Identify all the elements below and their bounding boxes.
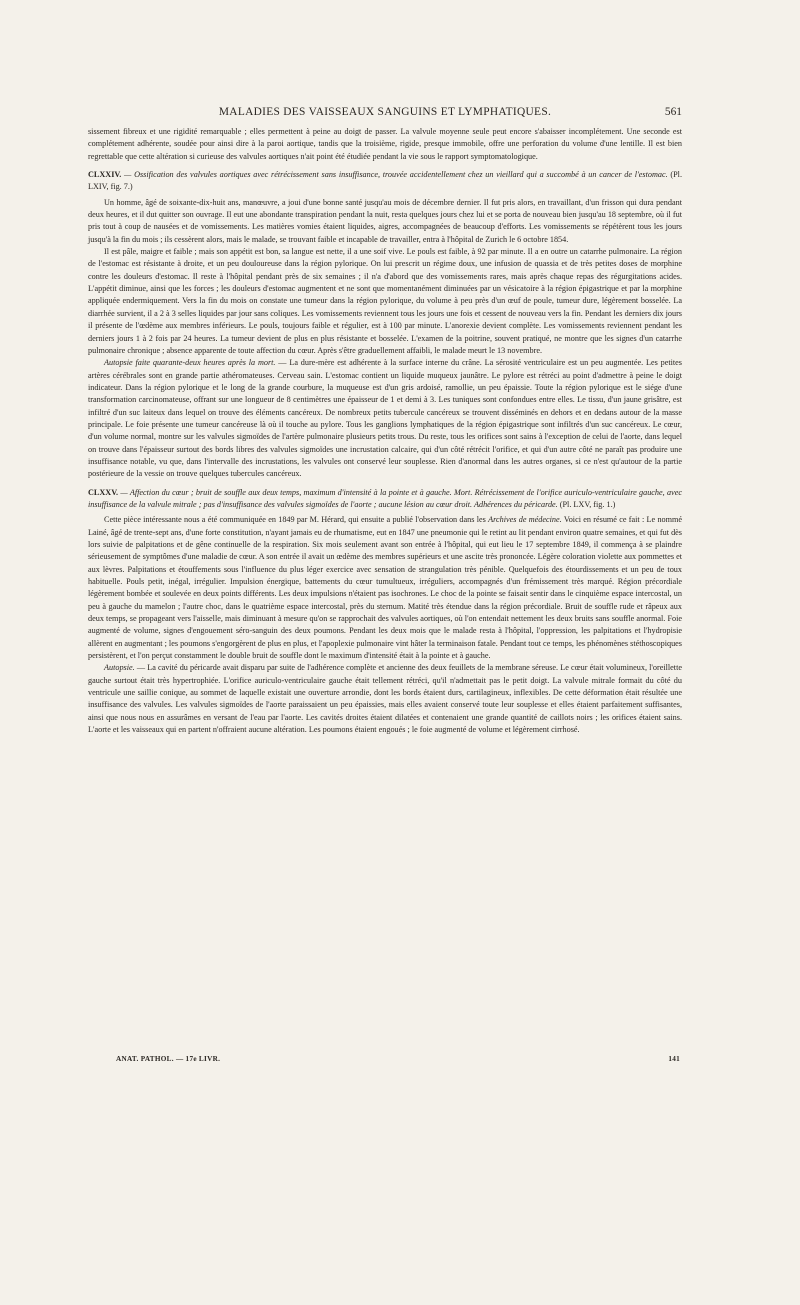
case-375-para1-post: Voici en résumé ce fait : Le nommé Lainé, âgé de trente-sept ans, d'une forte constitution, n'ayant jamais eu de rhumatisme, eut en 1847 une pneumonie qui le retint au lit pendant environ quatre semaines, et qui fut dès lors suivie de palpitations et de gêne continuelle de la respiration. Six mois seulement avant son entrée à l'hôpital, qui eut lieu le 17 septembre 1849, il commença à se plaindre sérieusement de symptômes d'une maladie de cœur. A son entrée il avait un œdème des membres supérieurs et une ascite très prononcée. Légère coloration violette aux pommettes et aux lèvres. Palpitations et étouffements sous l'influence du plus léger exercice avec sensation de strangulation très pénible. Quelquefois des étourdissements et un peu de toux habituelle. Pouls petit, inégal, irrégulier. Impulsion énergique, battements du cœur tumultueux, irréguliers, accompagnés d'un frémissement très marqué. Région précordiale légèrement bombée et soulevée en deux points différents. Les deux impulsions n'étaient pas isochrones. Le choc de la pointe se faisait sentir dans le cinquième espace intercostal, un peu à gauche du mamelon ; l'autre choc, dans le quatrième espace intercostal, près du sternum. Matité très étendue dans la région précordiale. Bruit de souffle rude et râpeux aux deux temps, se propageant vers l'aisselle, mais diminuant à mesure qu'on se rapprochait des valvules aortiques, où l'on entendait nettement les deux bruits sans souffle anormal. Foie augmenté de volume, signes d'engouement séro-sanguin des deux poumons. Pendant les deux mois que le malade resta à l'hôpital, l'oppression, les palpitations et l'hydropisie allèrent en augmentant ; les poumons s'engorgèrent de plus en plus, et l'apoplexie pulmonaire vint hâter la terminaison fatale. Pendant tout ce temps, les phénomènes stéthoscopiques persistèrent, et l'on perçut constamment le double bruit de souffle dont le maximum d'intensité était à la pointe et à gauche. bbox=[88, 515, 683, 661]
case-374-autopsy-text: — La dure-mère est adhérente à la surface interne du crâne. La sérosité ventriculaire est un peu augmentée. Les petites artères cérébrales sont en grande partie athéromateuses. Cerveau sain. L'estomac contient un liquide muqueux jaunâtre. Le pylore est rétréci au point d'admettre à peine le doigt indicateur. Dans la région pylorique et le long de la grande courbure, la muqueuse est d'un gris ardoisé, ramollie, un peu épaissie. Toute la région pylorique est le siége d'une transformation carcinomateuse, offrant sur une longueur de 8 centimètres une épaisseur de 1 et demi à 3. Les tuniques sont confondues entre elles. Le tissu, d'un jaune grisâtre, est infiltré d'un suc laiteux dans lequel on trouve des éléments cancéreux. De nombreux petits tubercule cancéreux se trouvent disséminés en dehors et en dedans autour de la masse principale. Le foie présente une tumeur cancéreuse là où il touche au pylore. Tous les ganglions lymphatiques de la région épigastrique sont infiltrés d'un suc cancéreux. Le cœur, d'un volume normal, montre sur les valvules sigmoïdes de l'artère pulmonaire plusieurs petits trous. Du reste, tous les orifices sont sains à l'exception de celui de l'aorte, dans lequel on trouve dans l'épaisseur surtout des bords libres des valvules sigmoïdes une incrustation calcaire, qui d'un côté rétrécit l'orifice, et qui d'un autre côté ne paraît pas produire une insuffisance notable, vu que, dans l'intervalle des incrustations, les valvules ont conservé leur souplesse. Rien d'anormal dans les autres organes, si ce n'est qu'autour de la partie postérieure de la vessie on trouve quelques tubercules cancéreux. bbox=[88, 358, 682, 479]
case-375-title: — Affection du cœur ; bruit de souffle aux deux temps, maximum d'intensité à la pointe et à gauche. Mort. Rétrécissement de l'orifice auriculo-ventriculaire gauche, avec insuffisance de la valvule mitrale ; pas d'insuffisance des valvules sigmoïdes de l'aorte ; aucune lésion au cœur droit. Adhérences du péricarde. bbox=[88, 487, 682, 509]
case-375-autopsy bbox=[88, 662, 682, 736]
case-375-heading bbox=[88, 487, 682, 512]
case-375-journal-ref: Archives de médecine. bbox=[488, 515, 562, 525]
case-375-autopsy-text: — La cavité du péricarde avait disparu par suite de l'adhérence complète et ancienne des deux feuillets de la membrane séreuse. Le cœur était volumineux, l'oreillette gauche surtout était très hypertrophiée. L'orifice auriculo-ventriculaire gauche était tellement rétréci, qu'il n'admettait pas le petit doigt. La valvule mitrale formait du côté du ventricule une saillie conique, au sommet de laquelle existait une ouverture arrondie, dont les bords étaient durs, cartilagineux, inflexibles. De cette déformation était résultée une insuffisance des valvules. Les valvules sigmoïdes de l'aorte paraissaient un peu épaissies, mais elles avaient conservé toute leur souplesse et elles étaient parfaitement suffisantes, ainsi que nous nous en assurâmes en versant de l'eau par l'aorte. Les cavités droites étaient dilatées et contenaient une grande quantité de caillots noirs ; les orifices étaient sains. L'aorte et les vaisseaux qui en partent n'offraient aucune altération. Les poumons étaient engoués ; le foie augmenté de volume et légèrement cirrhosé. bbox=[88, 663, 682, 735]
case-374-heading bbox=[88, 169, 682, 194]
case-374-title: — Ossification des valvules aortiques avec rétrécissement sans insuffisance, trouvée accidentellement chez un vieillard qui a succombé à un cancer de l'estomac. bbox=[121, 170, 668, 180]
case-374-paragraph-1: Un homme, âgé de soixante-dix-huit ans, manœuvre, a joui d'une bonne santé jusqu'au mois de décembre dernier. Il fut pris alors, en travaillant, d'un frisson qui dura pendant deux heures, et il dut quitter son ouvrage. Il eut une abondante transpiration pendant la nuit, resta quelques jours chez lui et se porta de nouveau bien jusqu'au 18 septembre, où il fut pris tout à coup de nausées et de vomissements. Les matières vomies étaient liquides, aigres, accompagnées de beaucoup d'efforts. Les vomissements se répétèrent tous les jours jusqu'à la fin du mois ; ils cessèrent alors, mais le malade, se trouvant faible et incapable de travailler, entra à l'hôpital de Zurich le 6 octobre 1854. bbox=[88, 197, 682, 244]
case-374-plate-ref: (Pl. LXIV, fig. 7.) bbox=[88, 170, 682, 192]
intro-paragraph: sissement fibreux et une rigidité remarquable ; elles permettent à peine au doigt de passer. La valvule moyenne seule peut encore s'abaisser incomplétement. Une seconde est complétement adhérente, soudée pour ainsi dire à la paroi aortique, tandis que la troisième, rigide, presque immobile, offre une perforation du volume d'une lentille. Il est bien regrettable que cette altération si curieuse des valvules aortiques n'ait point été étudiée pendant la vie sous le rapport symptomatologique. bbox=[88, 127, 682, 161]
page-number: 561 bbox=[664, 106, 682, 118]
case-374-autopsy-label: Autopsie faite quarante-deux heures après la mort. bbox=[104, 358, 276, 368]
case-375-plate-ref: (Pl. LXV, fig. 1.) bbox=[557, 499, 616, 509]
page-footer bbox=[88, 1055, 682, 1067]
printer-signature: ANAT. PATHOL. — 17e LIVR. bbox=[116, 1055, 221, 1063]
case-375-number: CLXXV. bbox=[88, 487, 119, 497]
running-title: MALADIES DES VAISSEAUX SANGUINS ET LYMPHATIQUES. bbox=[218, 106, 552, 118]
case-375-paragraph-1 bbox=[88, 514, 682, 662]
case-375-autopsy-label: Autopsie. bbox=[104, 663, 135, 673]
case-374-paragraph-2: Il est pâle, maigre et faible ; mais son appétit est bon, sa langue est nette, il a une soif vive. Le pouls est faible, à 92 par minute. Il a en outre un catarrhe pulmonaire. La région de l'estomac est résistante à droite, et un peu douloureuse dans la région pylorique. On lui prescrit un régime doux, une infusion de quassia et de très petites doses de morphine contre les douleurs d'estomac. Il reste à l'hôpital pendant près de six semaines ; il n'a d'abord que des vomissements rares, mais après chaque repas des régurgitations acides. L'appétit diminue, ainsi que les forces ; les douleurs d'estomac augmentent et ne sont que momentanément diminuées par un vésicatoire à la région épigastrique et par la morphine appliquée endermiquement. Vers la fin du mois on constate une tumeur dans la région pylorique, du volume à peu près d'un œuf de poule, tumeur dure, légèrement bosselée. La diarrhée survient, il a 2 à 3 selles liquides par jour sans coliques. Les vomissements reviennent tous les jours une fois et cessent de nouveau vers la fin. Pendant les derniers dix jours il présente de l'œdème aux membres inférieurs. Le pouls, toujours faible et régulier, est à 100 par minute. L'anorexie devient complète. Les vomissements reviennent pendant les derniers jours 1 à 2 fois par 24 heures. La tumeur devient de plus en plus résistante et bosselée. L'examen de la poitrine, souvent pratiqué, ne montre que les signes d'un catarrhe pulmonaire chronique ; absence apparente de toute affection du cœur. Après s'être graduellement affaibli, le malade meurt le 13 novembre. bbox=[88, 247, 682, 355]
body-text bbox=[88, 126, 682, 737]
case-374-autopsy bbox=[88, 357, 682, 480]
case-375-para1-pre: Cette pièce intéressante nous a été communiquée en 1849 par M. Hérard, qui ensuite a publié l'observation dans les bbox=[104, 515, 489, 525]
case-374-number: CLXXIV. bbox=[88, 170, 122, 180]
sheet-number: 141 bbox=[668, 1055, 680, 1063]
page-header bbox=[88, 106, 682, 122]
